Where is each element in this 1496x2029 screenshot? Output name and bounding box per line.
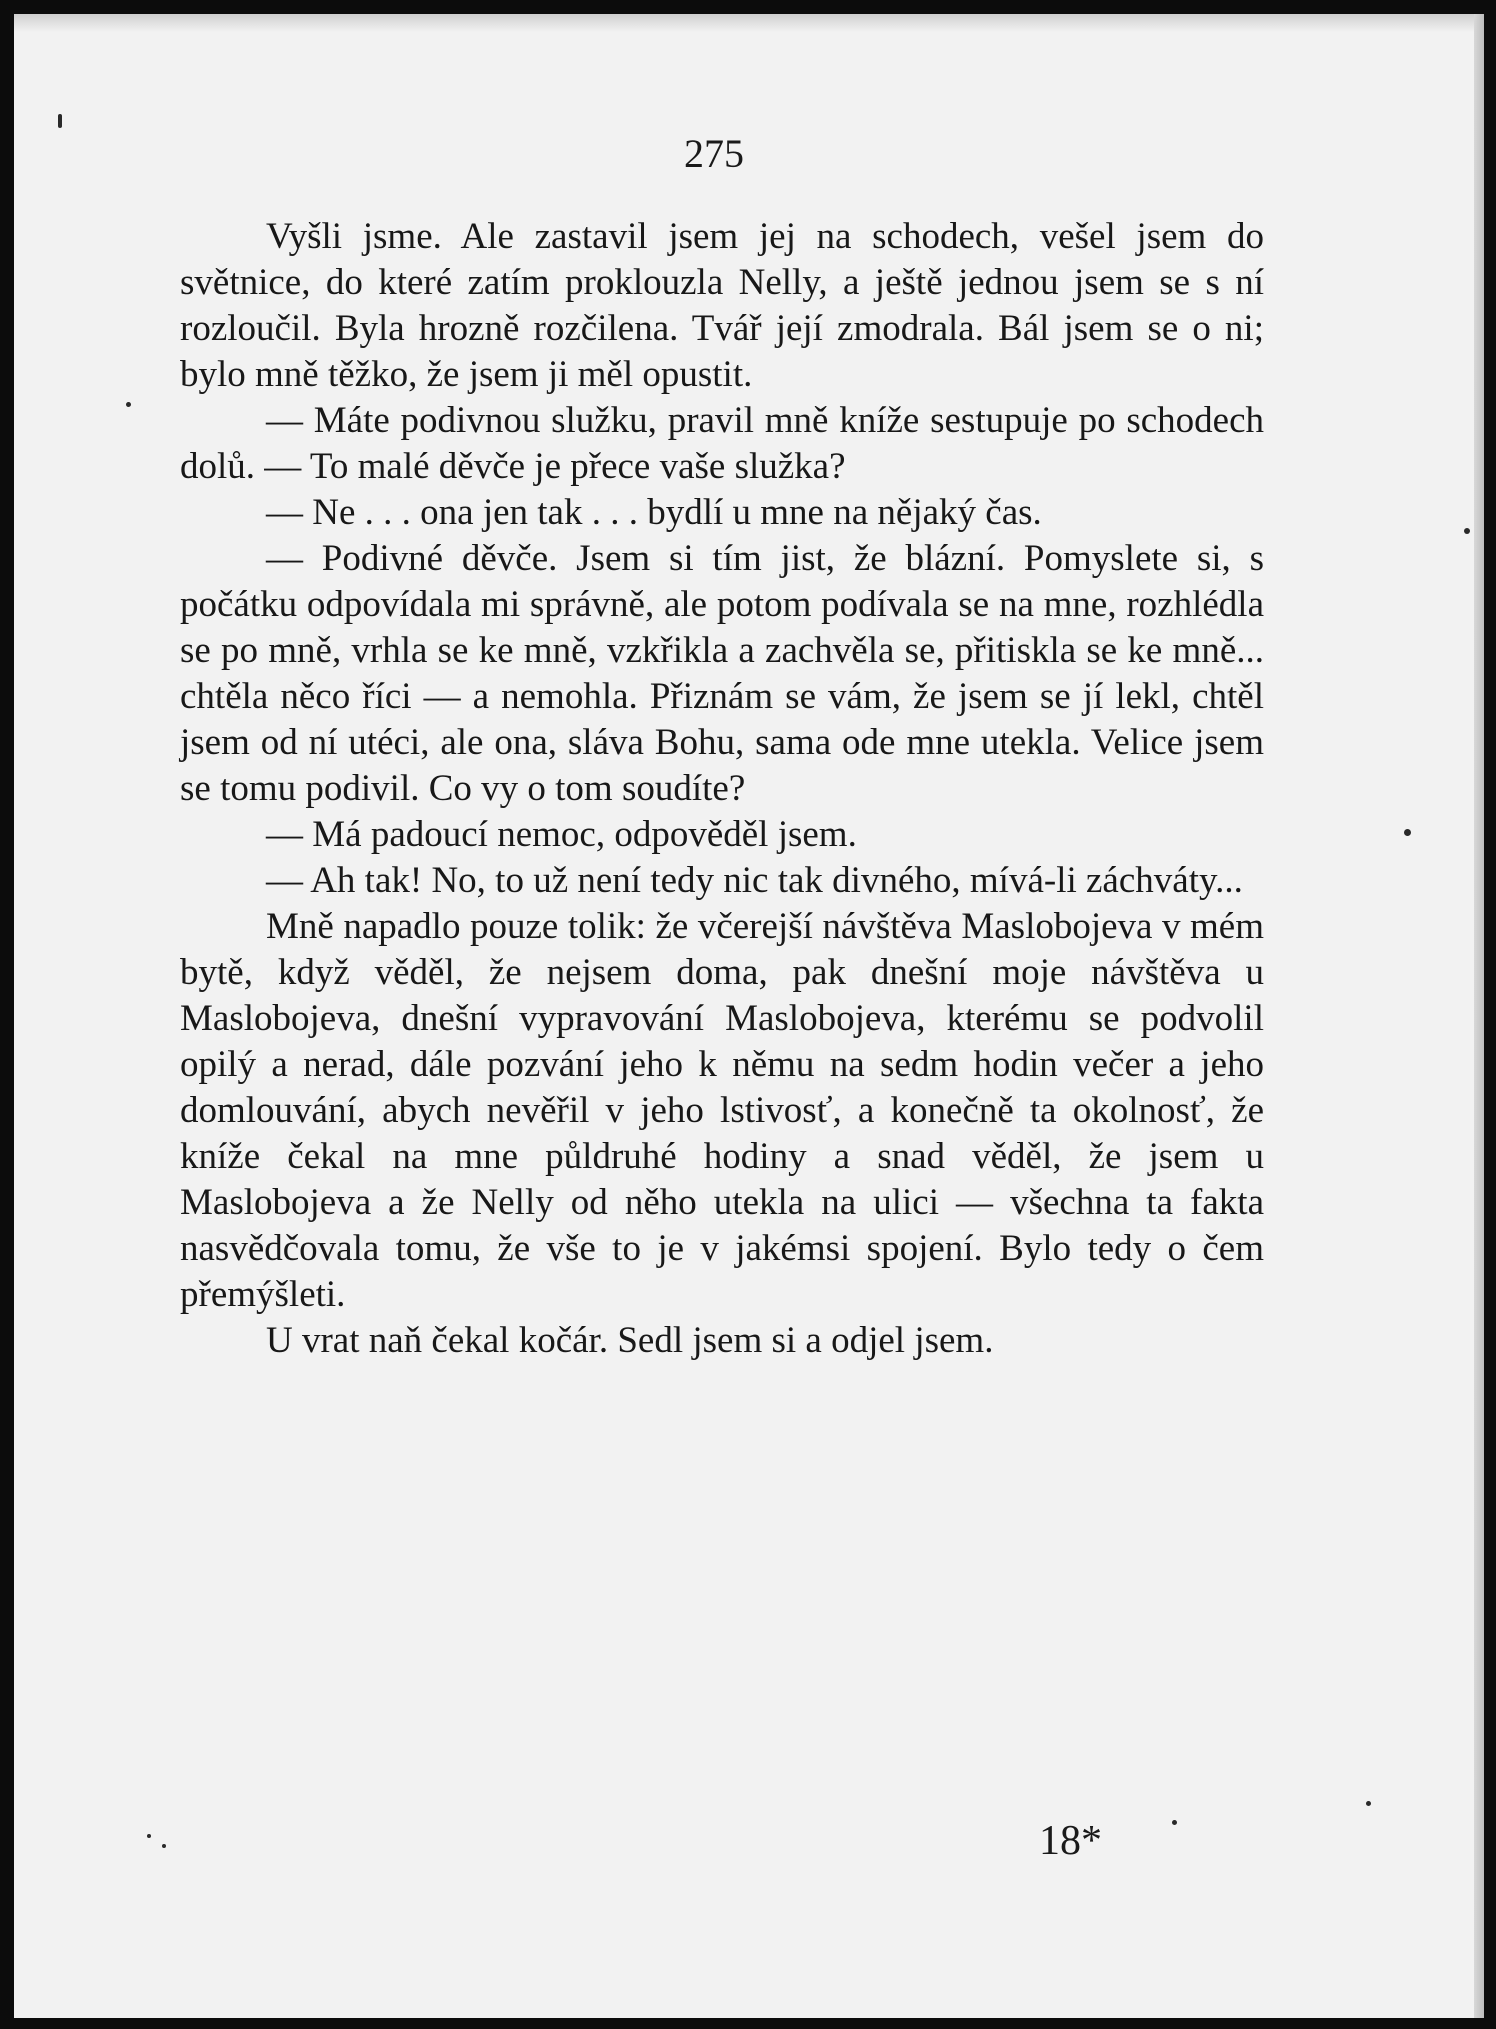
paragraph: — Ne . . . ona jen tak . . . bydlí u mne na nějaký čas. <box>266 492 1042 533</box>
scan-right-edge <box>1474 14 1484 2018</box>
paragraph: — Máte podivnou služku, pravil mně kníže sestupuje po schodech dolů. — To malé děvče je přece vaše služka? <box>180 400 1264 487</box>
paragraph: Mně napadlo pouze tolik: že včerejší návštěva Maslobojeva v mém bytě, když věděl, že nejsem doma, pak dnešní moje návštěva u Maslobojeva, dnešní vypravování Maslobojeva, kterému se podvolil opilý a nerad, dále pozvání jeho k němu na sedm hodin večer a jeho domlouvání, abych nevěřil v jeho lstivosť, a konečně ta okolnosť, že kníže čekal na mne půldruhé hodiny a snad věděl, že jsem u Maslobojeva a že Nelly od něho utekla na ulici — všechna ta fakta nasvědčovala tomu, že vše to je v jakémsi spojení. Bylo tedy o čem přemýšleti. <box>180 906 1264 1315</box>
paragraph: U vrat naň čekal kočár. Sedl jsem si a odjel jsem. <box>266 1320 994 1361</box>
paragraph: Vyšli jsme. Ale zastavil jsem jej na schodech, vešel jsem do světnice, do které zatím proklouzla Nelly, a ještě jednou jsem se s ní rozloučil. Byla hrozně rozčilena. Tvář její zmodrala. Bál jsem se o ni; bylo mně těžko, že jsem ji měl opustit. <box>180 216 1264 395</box>
paragraph: — Má padoucí nemoc, odpověděl jsem. <box>266 814 857 855</box>
scan-speck <box>1464 528 1470 534</box>
paragraph: — Podivné děvče. Jsem si tím jist, že blázní. Pomyslete si, s počátku odpovídala mi správně, ale potom podívala se na mne, rozhlédla se po mně, vrhla se ke mně, vzkřikla a zachvěla se, přitiskla se ke mně... chtěla něco říci — a nemohla. Přiznám se vám, že jsem se jí lekl, chtěl jsem od ní utéci, ale ona, sláva Bohu, sama ode mne utekla. Velice jsem se tomu podivil. Co vy o tom soudíte? <box>180 538 1264 809</box>
printer-signature-mark: 18* <box>1039 1818 1102 1864</box>
scan-speck <box>58 114 62 128</box>
scan-speck <box>1366 1801 1371 1806</box>
scan-speck <box>1404 829 1411 836</box>
scan-speck <box>162 1844 166 1848</box>
scan-speck <box>1172 1820 1177 1825</box>
scan-top-edge <box>14 14 1484 32</box>
scan-speck <box>147 1834 151 1838</box>
scan-speck <box>126 402 131 407</box>
page-number: 275 <box>684 131 744 176</box>
body-text <box>180 214 1264 1364</box>
book-page <box>14 14 1484 2018</box>
paragraph: — Ah tak! No, to už není tedy nic tak divného, mívá-li záchváty... <box>266 860 1243 901</box>
